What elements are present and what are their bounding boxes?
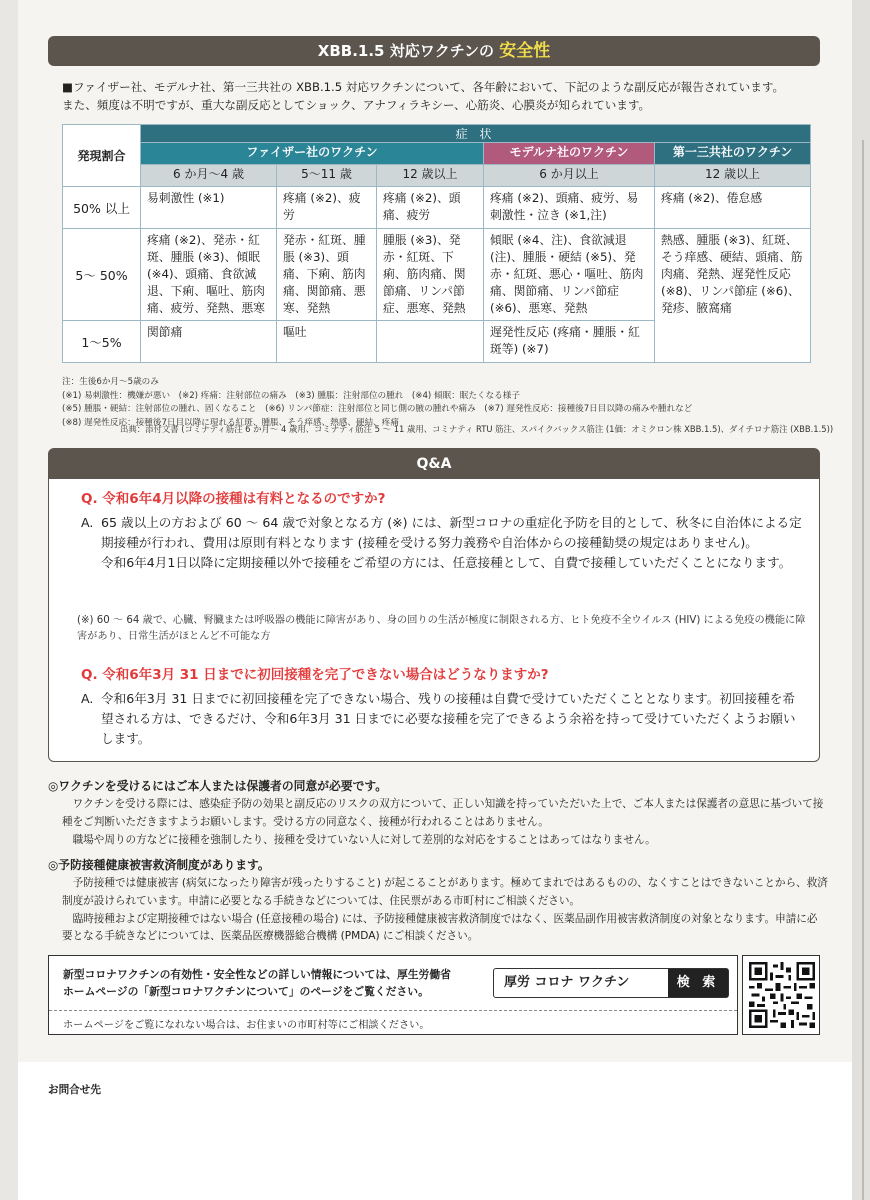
symptom-cell: 遅発性反応 (疼痛・腫脹・紅斑等) (※7) [484,321,655,363]
age-header: 5～11 歳 [277,165,377,187]
question-2: Q. 令和6年3月 31 日までに初回接種を完了できない場合はどうなりますか? [81,667,549,683]
symptom-cell: 易刺激性 (※1) [141,187,277,229]
note-line: (※8) 遅発性反応：接種後7日目以降に現れる紅斑、腫脹、そう痒感、熱感、硬結、疼痛 [62,417,399,428]
answer-2-para-1: 令和6年3月 31 日までに初回接種を完了できない場合、残りの接種は自費で受けていただくこととなります。初回接種を希望される方は、できるだけ、令和6年3月 31 日までに必要な接種を完了できるよう余裕を持って受けていただくようお願いします。 [101,691,796,746]
symptom-cell [377,321,484,363]
info-line-1: 新型コロナワクチンの有効性・安全性などの詳しい情報については、厚生労働省 [63,968,451,981]
page-edge [852,0,870,1200]
intro-line-1: ■ファイザー社、モデルナ社、第一三共社の XBB.1.5 対応ワクチンについて、各年齢において、下記のような副反応が報告されています。 [62,80,785,94]
info-line-2: ホームページの「新型コロナワクチンについて」のページをご覧ください。 [63,985,429,998]
contact-area [18,1062,852,1200]
qr-code[interactable] [742,955,820,1035]
search-button[interactable]: 検 索 [668,969,728,997]
symptom-cell: 疼痛 (※2)、倦怠感 [655,187,811,229]
dashed-divider [49,1010,737,1011]
search-query: 厚労 コロナ ワクチン [504,975,630,990]
relief-title: ◎予防接種健康被害救済制度があります。 [48,858,270,872]
symptom-cell: 疼痛 (※2)、頭痛、疲労、易刺激性・泣き (※1,注) [484,187,655,229]
rate-cell: 5～ 50% [63,229,141,321]
relief-para-2: 臨時接種および定期接種ではない場合 (任意接種の場合) には、予防接種健康被害救済制度ではなく、医薬品副作用被害救済制度の対象となります。申請に必要となる手続きなどについては、医薬品医療機器総合機構 (PMDA) にご相談ください。 [62,912,818,943]
consent-title: ◎ワクチンを受けるにはご本人または保護者の同意が必要です。 [48,779,388,793]
table-row [63,187,811,229]
title-prefix: XBB.1.5 対応ワクチンの [317,42,494,60]
symptom-cell: 傾眠 (※4、注)、食欲減退 (注)、腫脹・硬結 (※5)、発赤・紅斑、悪心・嘔吐、筋肉痛、関節痛、リンパ節症 (※6)、悪寒、発熱 [484,229,655,321]
page-edge-line [862,140,864,1200]
symptom-cell: 疼痛 (※2)、発赤・紅斑、腫脹 (※3)、傾眠 (※4)、頭痛、食欲減退、下痢、嘔吐、筋肉痛、疲労、発熱、悪寒 [141,229,277,321]
intro-text [62,78,822,114]
moderna-header: モデルナ社のワクチン [484,143,655,165]
rate-cell: 50% 以上 [63,187,141,229]
info-box [48,955,738,1035]
title-highlight: 安全性 [499,41,551,61]
relief-body [62,875,828,946]
answer-1-para-1: 65 歳以上の方および 60 ～ 64 歳で対象となる方 (※) には、新型コロナの重症化予防を目的として、秋冬に自治体による定期接種が行われ、費用は原則有料となります (接種を受ける努力義務や自治体からの接種勧奨の規定はありません)。 [101,515,802,550]
table-notes [62,376,822,430]
answer-2 [81,689,807,749]
contact-label: お問合せ先 [48,1084,101,1096]
age-header: 12 歳以上 [377,165,484,187]
qa-heading: Q&A [49,449,819,479]
source-citation: 出典：添付文書 (コミナティ筋注 6 か月～ 4 歳用、コミナティ筋注 5 ～ 11 歳用、コミナティ RTU 筋注、スパイクバックス筋注 (1価：オミクロン株 XBB.1.5)、ダイチロナ筋注 (XBB.1.5)) [120,424,834,434]
symptom-cell: 疼痛 (※2)、頭痛、疲労 [377,187,484,229]
symptom-header: 症 状 [141,125,811,143]
symptom-cell: 嘔吐 [277,321,377,363]
question-1: Q. 令和6年4月以降の接種は有料となるのですか? [81,491,386,507]
symptom-cell: 腫脹 (※3)、発赤・紅斑、下痢、筋肉痛、関節痛、リンパ節症、悪寒、発熱 [377,229,484,321]
safety-title-bar [48,36,820,66]
qa-section [48,448,820,762]
intro-line-2: また、頻度は不明ですが、重大な副反応としてショック、アナフィラキシー、心筋炎、心膜炎が知られています。 [62,98,651,112]
age-header: 6 か月～4 歳 [141,165,277,187]
search-field[interactable] [493,968,729,998]
consent-para-1: ワクチンを受ける際には、感染症予防の効果と副反応のリスクの双方について、正しい知識を持っていただいた上で、ご本人または保護者の意思に基づいて接種をご判断いただきますようお願いします。受ける方の同意なく、接種が行われることはありません。 [62,798,824,828]
rate-header: 発現割合 [63,125,141,187]
answer-mark: A. [81,515,94,530]
answer-1-note: (※) 60 ～ 64 歳で、心臓、腎臓または呼吸器の機能に障害があり、身の回りの生活が極度に制限される方、ヒト免疫不全ウイルス (HIV) による免疫の機能に障害があり、日常生活がほとんど不可能な方 [77,615,806,642]
answer-1 [81,513,807,573]
symptom-cell: 関節痛 [141,321,277,363]
note-line: (※1) 易刺激性：機嫌が悪い (※2) 疼痛：注射部位の痛み (※3) 腫脹：注射部位の腫れ (※4) 傾眠：眠たくなる様子 [62,390,520,401]
age-header: 12 歳以上 [655,165,811,187]
info-text [63,966,483,1000]
side-effect-table [62,124,811,363]
qr-code-icon [749,962,815,1028]
age-header: 6 か月以上 [484,165,655,187]
note-line: (※5) 腫脹・硬結：注射部位の腫れ、固くなること (※6) リンパ節症：注射部位と同じ側の腋の腫れや痛み (※7) 遅発性反応：接種後7日目以降の痛みや腫れなど [62,404,693,414]
consent-para-2: 職場や周りの方などに接種を強制したり、接種を受けていない人に対して差別的な対応をすることはあってはなりません。 [72,833,656,846]
symptom-cell: 熱感、腫脹 (※3)、紅斑、そう痒感、硬結、頭痛、筋肉痛、発熱、遅発性反応 (※8)、リンパ節症 (※6)、発疹、腋窩痛 [655,229,811,363]
note-line: 注：生後6か月～5歳のみ [62,377,159,387]
rate-cell: 1～5% [63,321,141,363]
answer-mark: A. [81,691,94,706]
consent-body [62,796,828,849]
symptom-cell: 発赤・紅斑、腫脹 (※3)、頭痛、下痢、筋肉痛、関節痛、悪寒、発熱 [277,229,377,321]
daiichi-header: 第一三共社のワクチン [655,143,811,165]
info-footer: ホームページをご覧になれない場合は、お住まいの市町村等にご相談ください。 [63,1020,430,1031]
relief-para-1: 予防接種では健康被害 (病気になったり障害が残ったりすること) が起こることがあります。極めてまれではあるものの、なくすことはできないことから、救済制度が設けられています。申請に必要となる手続きなどについては、住民票がある市町村にご相談ください。 [62,877,828,907]
answer-1-para-2: 令和6年4月1日以降に定期接種以外で接種をご希望の方には、任意接種として、自費で接種していただくことになります。 [101,555,792,570]
table-row [63,229,811,321]
pfizer-header: ファイザー社のワクチン [141,143,484,165]
symptom-cell: 疼痛 (※2)、疲労 [277,187,377,229]
